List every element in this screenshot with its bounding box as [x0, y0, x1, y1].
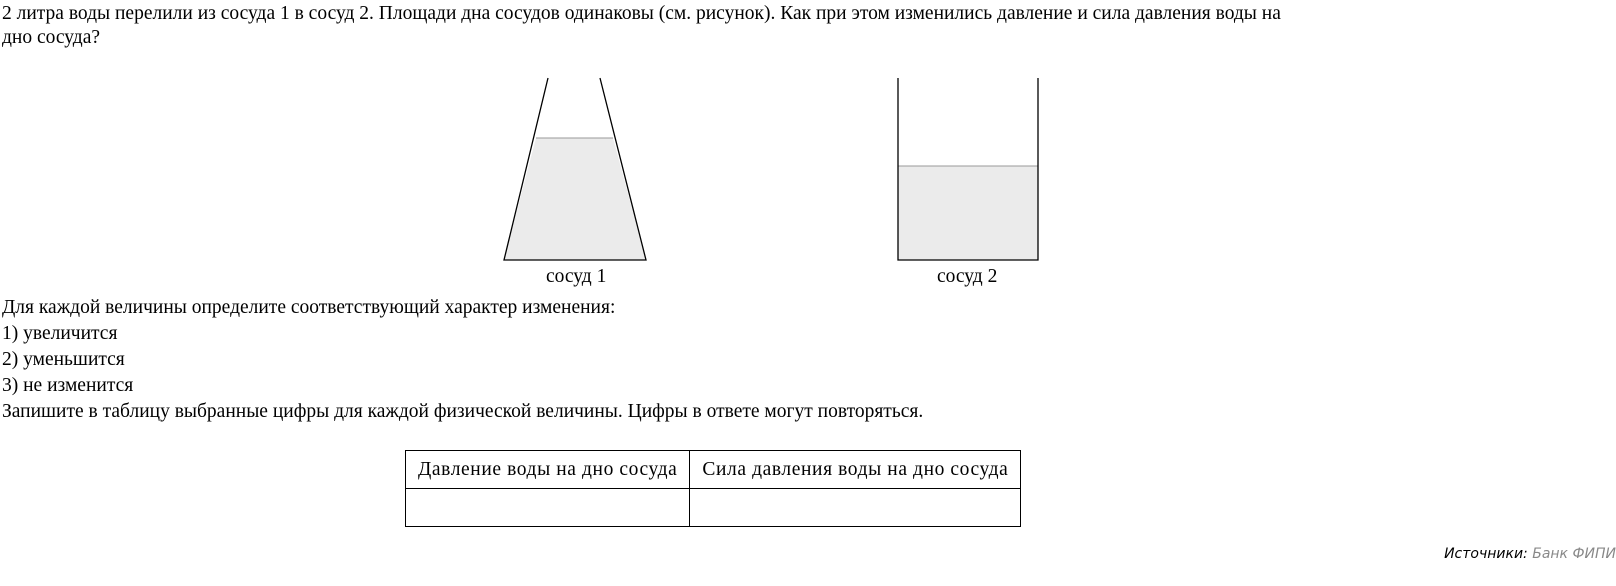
instructions-intro: Для каждой величины определите соответствующий характер изменения: [2, 297, 616, 318]
source-label: Источники: [1444, 546, 1528, 562]
vessel-2 [898, 78, 1038, 260]
answer-pressure[interactable] [406, 489, 690, 527]
source [1444, 546, 1616, 562]
answer-table [405, 450, 1021, 527]
instructions-outro: Запишите в таблицу выбранные цифры для каждой физической величины. Цифры в ответе могут повторяться. [2, 401, 924, 422]
vessel-1 [504, 78, 646, 260]
question-line-2: дно сосуда? [2, 27, 101, 48]
vessel-2-label: сосуд 2 [937, 266, 998, 287]
header-pressure: Давление воды на дно сосуда [406, 451, 690, 489]
vessel-1-label: сосуд 1 [546, 266, 607, 287]
option-3: 3) не изменится [2, 375, 134, 396]
source-link[interactable]: Банк ФИПИ [1532, 546, 1616, 562]
answer-force[interactable] [690, 489, 1021, 527]
header-force: Сила давления воды на дно сосуда [690, 451, 1021, 489]
option-2: 2) уменьшится [2, 349, 125, 370]
option-1: 1) увеличится [2, 323, 118, 344]
question-line-1: 2 литра воды перелили из сосуда 1 в сосуд 2. Площади дна сосудов одинаковы (см. рисунок). Как при этом изменились давление и сила давления воды на [2, 3, 1281, 24]
